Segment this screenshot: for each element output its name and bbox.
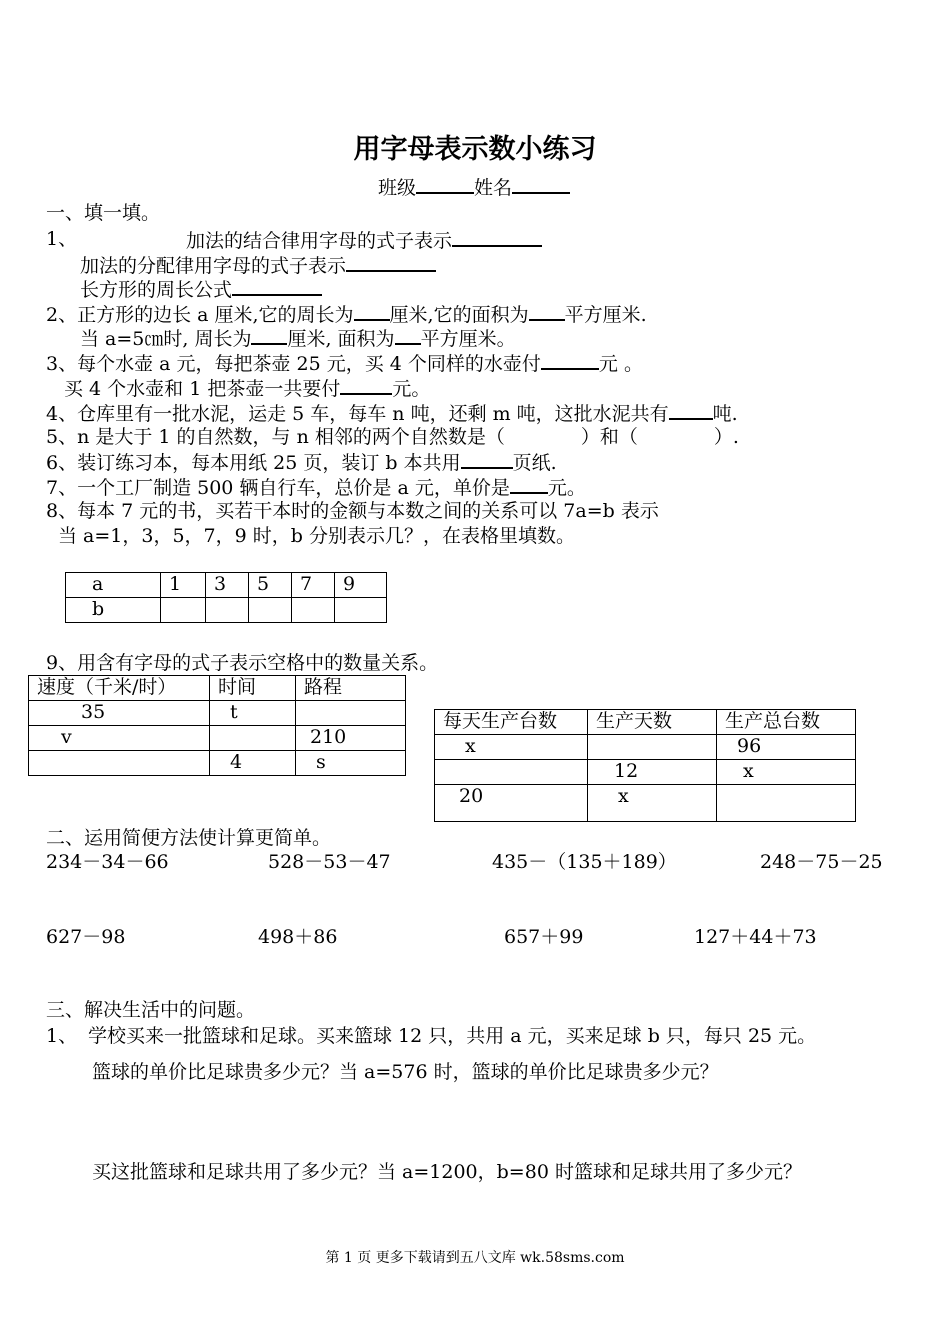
q2s-text-a: 当 a=5㎝时, 周长为 <box>80 328 252 350</box>
q7-line <box>46 474 586 500</box>
table-cell: 9 <box>335 573 387 598</box>
table-row <box>66 573 387 598</box>
table-cell: x <box>588 785 717 822</box>
calc-expression: 435－（135＋189） <box>492 851 677 873</box>
table-header-cell: 生产天数 <box>588 710 717 735</box>
name-blank[interactable] <box>512 174 570 194</box>
section3-heading: 三、解决生活中的问题。 <box>46 999 256 1021</box>
table-cell: a <box>66 573 161 598</box>
answer-cell[interactable] <box>296 701 406 726</box>
q2-sub-line <box>80 325 516 351</box>
q6-text-b: 页纸. <box>512 452 557 474</box>
table-row <box>435 760 856 785</box>
table-cell: t <box>210 701 296 726</box>
table-cell: v <box>29 726 210 751</box>
q3-sub-line <box>64 375 430 401</box>
answer-cell[interactable] <box>435 760 588 785</box>
q7-blank[interactable] <box>510 474 548 494</box>
q2s-blank-1[interactable] <box>251 325 287 345</box>
p1-number: 1、 <box>46 1025 78 1047</box>
table-cell: 20 <box>435 785 588 822</box>
q7-text-a: 7、一个工厂制造 500 辆自行车，总价是 a 元，单价是 <box>46 477 510 499</box>
calc-expression: 528－53－47 <box>268 851 391 873</box>
q2-blank-1[interactable] <box>354 301 390 321</box>
table-cell: 12 <box>588 760 717 785</box>
q2s-text-b: 厘米, 面积为 <box>287 328 395 350</box>
q3s-blank[interactable] <box>340 375 392 395</box>
q7-text-b: 元。 <box>547 477 586 499</box>
answer-cell[interactable] <box>335 598 387 623</box>
calc-expression: 498＋86 <box>258 926 338 948</box>
p1-text: 学校买来一批篮球和足球。买来篮球 12 只，共用 a 元，买来足球 b 只，每只 25 元。 <box>88 1025 817 1047</box>
table-row <box>29 726 406 751</box>
table-cell: 210 <box>296 726 406 751</box>
q4-blank[interactable] <box>669 400 713 420</box>
table-row <box>435 710 856 735</box>
p1b-text: 买这批篮球和足球共用了多少元？当 a=1200，b=80 时篮球和足球共用了多少元？ <box>92 1161 802 1183</box>
q1b-line <box>80 252 436 278</box>
q6-line <box>46 449 557 475</box>
q4-text-b: 吨. <box>712 403 738 425</box>
q3s-text-b: 元。 <box>392 378 431 400</box>
p1a-text: 篮球的单价比足球贵多少元？当 a=576 时，篮球的单价比足球贵多少元？ <box>92 1061 719 1083</box>
table-header-cell: 时间 <box>210 676 296 701</box>
q1a-text: 加法的结合律用字母的式子表示 <box>186 230 453 252</box>
answer-cell[interactable] <box>249 598 292 623</box>
q2s-blank-2[interactable] <box>395 325 421 345</box>
answer-cell[interactable] <box>161 598 206 623</box>
q8-line: 8、每本 7 元的书，买若干本时的金额与本数之间的关系可以 7a=b 表示 <box>46 500 659 522</box>
table-row <box>66 598 387 623</box>
table-cell: 35 <box>29 701 210 726</box>
q4-text-a: 4、仓库里有一批水泥，运走 5 车，每车 n 吨，还剩 m 吨，这批水泥共有 <box>46 403 669 425</box>
name-label: 姓名 <box>474 177 513 199</box>
table-cell: x <box>435 735 588 760</box>
q3-text-a: 3、每个水壶 a 元，每把茶壶 25 元，买 4 个同样的水壶付 <box>46 353 541 375</box>
table-cell: 4 <box>210 751 296 776</box>
answer-cell[interactable] <box>206 598 249 623</box>
speed-table <box>28 675 406 776</box>
answer-cell[interactable] <box>588 735 717 760</box>
table-header-cell: 生产总台数 <box>717 710 856 735</box>
section2-heading: 二、运用简便方法使计算更简单。 <box>46 827 332 849</box>
calc-expression: 627－98 <box>46 926 126 948</box>
q1a-line <box>186 227 542 253</box>
q2s-text-c: 平方厘米。 <box>420 328 516 350</box>
table-row <box>29 676 406 701</box>
table-cell: 3 <box>206 573 249 598</box>
page-title: 用字母表示数小练习 <box>353 134 597 165</box>
table-row <box>29 701 406 726</box>
q6-text-a: 6、装订练习本，每本用纸 25 页，装订 b 本共用 <box>46 452 461 474</box>
q1b-blank[interactable] <box>346 252 436 272</box>
table-row <box>435 735 856 760</box>
q2-text-c: 平方厘米. <box>564 304 647 326</box>
q6-blank[interactable] <box>461 449 513 469</box>
q5-line: 5、n 是大于 1 的自然数，与 n 相邻的两个自然数是（ ）和（ ）. <box>46 426 739 448</box>
q2-text-a: 2、正方形的边长 a 厘米,它的周长为 <box>46 304 354 326</box>
class-name-line <box>378 174 570 200</box>
class-blank[interactable] <box>416 174 474 194</box>
q1a-blank[interactable] <box>452 227 542 247</box>
q8-sub-line: 当 a=1，3，5，7，9 时，b 分别表示几？，在表格里填数。 <box>58 525 575 547</box>
table-header-cell: 每天生产台数 <box>435 710 588 735</box>
table-cell: 7 <box>292 573 335 598</box>
q1b-text: 加法的分配律用字母的式子表示 <box>80 255 347 277</box>
q2-blank-2[interactable] <box>529 301 565 321</box>
answer-cell[interactable] <box>292 598 335 623</box>
answer-cell[interactable] <box>717 785 856 822</box>
table-header-cell: 路程 <box>296 676 406 701</box>
q3s-text-a: 买 4 个水壶和 1 把茶壶一共要付 <box>64 378 341 400</box>
table-cell: 1 <box>161 573 206 598</box>
q3-line <box>46 350 643 376</box>
q1c-text: 长方形的周长公式 <box>80 279 233 301</box>
ab-table <box>65 572 387 623</box>
q1-number: 1、 <box>46 228 78 250</box>
q3-text-b: 元 。 <box>598 353 643 375</box>
table-cell: x <box>717 760 856 785</box>
q9-line: 9、用含有字母的式子表示空格中的数量关系。 <box>46 652 439 674</box>
table-header-cell: 速度（千米/时） <box>29 676 210 701</box>
page-footer: 第 1 页 更多下载请到五八文库 wk.58sms.com <box>325 1250 625 1266</box>
q2-line <box>46 301 647 327</box>
production-table <box>434 709 856 822</box>
q4-line <box>46 400 738 426</box>
table-cell: 5 <box>249 573 292 598</box>
q2-text-b: 厘米,它的面积为 <box>389 304 529 326</box>
class-label: 班级 <box>378 177 417 199</box>
q1c-blank[interactable] <box>232 276 322 296</box>
calc-expression: 657＋99 <box>504 926 584 948</box>
table-row <box>435 785 856 822</box>
q3-blank[interactable] <box>541 350 599 370</box>
calc-expression: 127＋44＋73 <box>694 926 817 948</box>
calc-expression: 248－75－25 <box>760 851 883 873</box>
table-cell: b <box>66 598 161 623</box>
table-cell: 96 <box>717 735 856 760</box>
answer-cell[interactable] <box>210 726 296 751</box>
table-row <box>29 751 406 776</box>
answer-cell[interactable] <box>29 751 210 776</box>
calc-expression: 234－34－66 <box>46 851 169 873</box>
table-cell: s <box>296 751 406 776</box>
q1c-line <box>80 276 322 302</box>
section1-heading: 一、填一填。 <box>46 202 161 224</box>
